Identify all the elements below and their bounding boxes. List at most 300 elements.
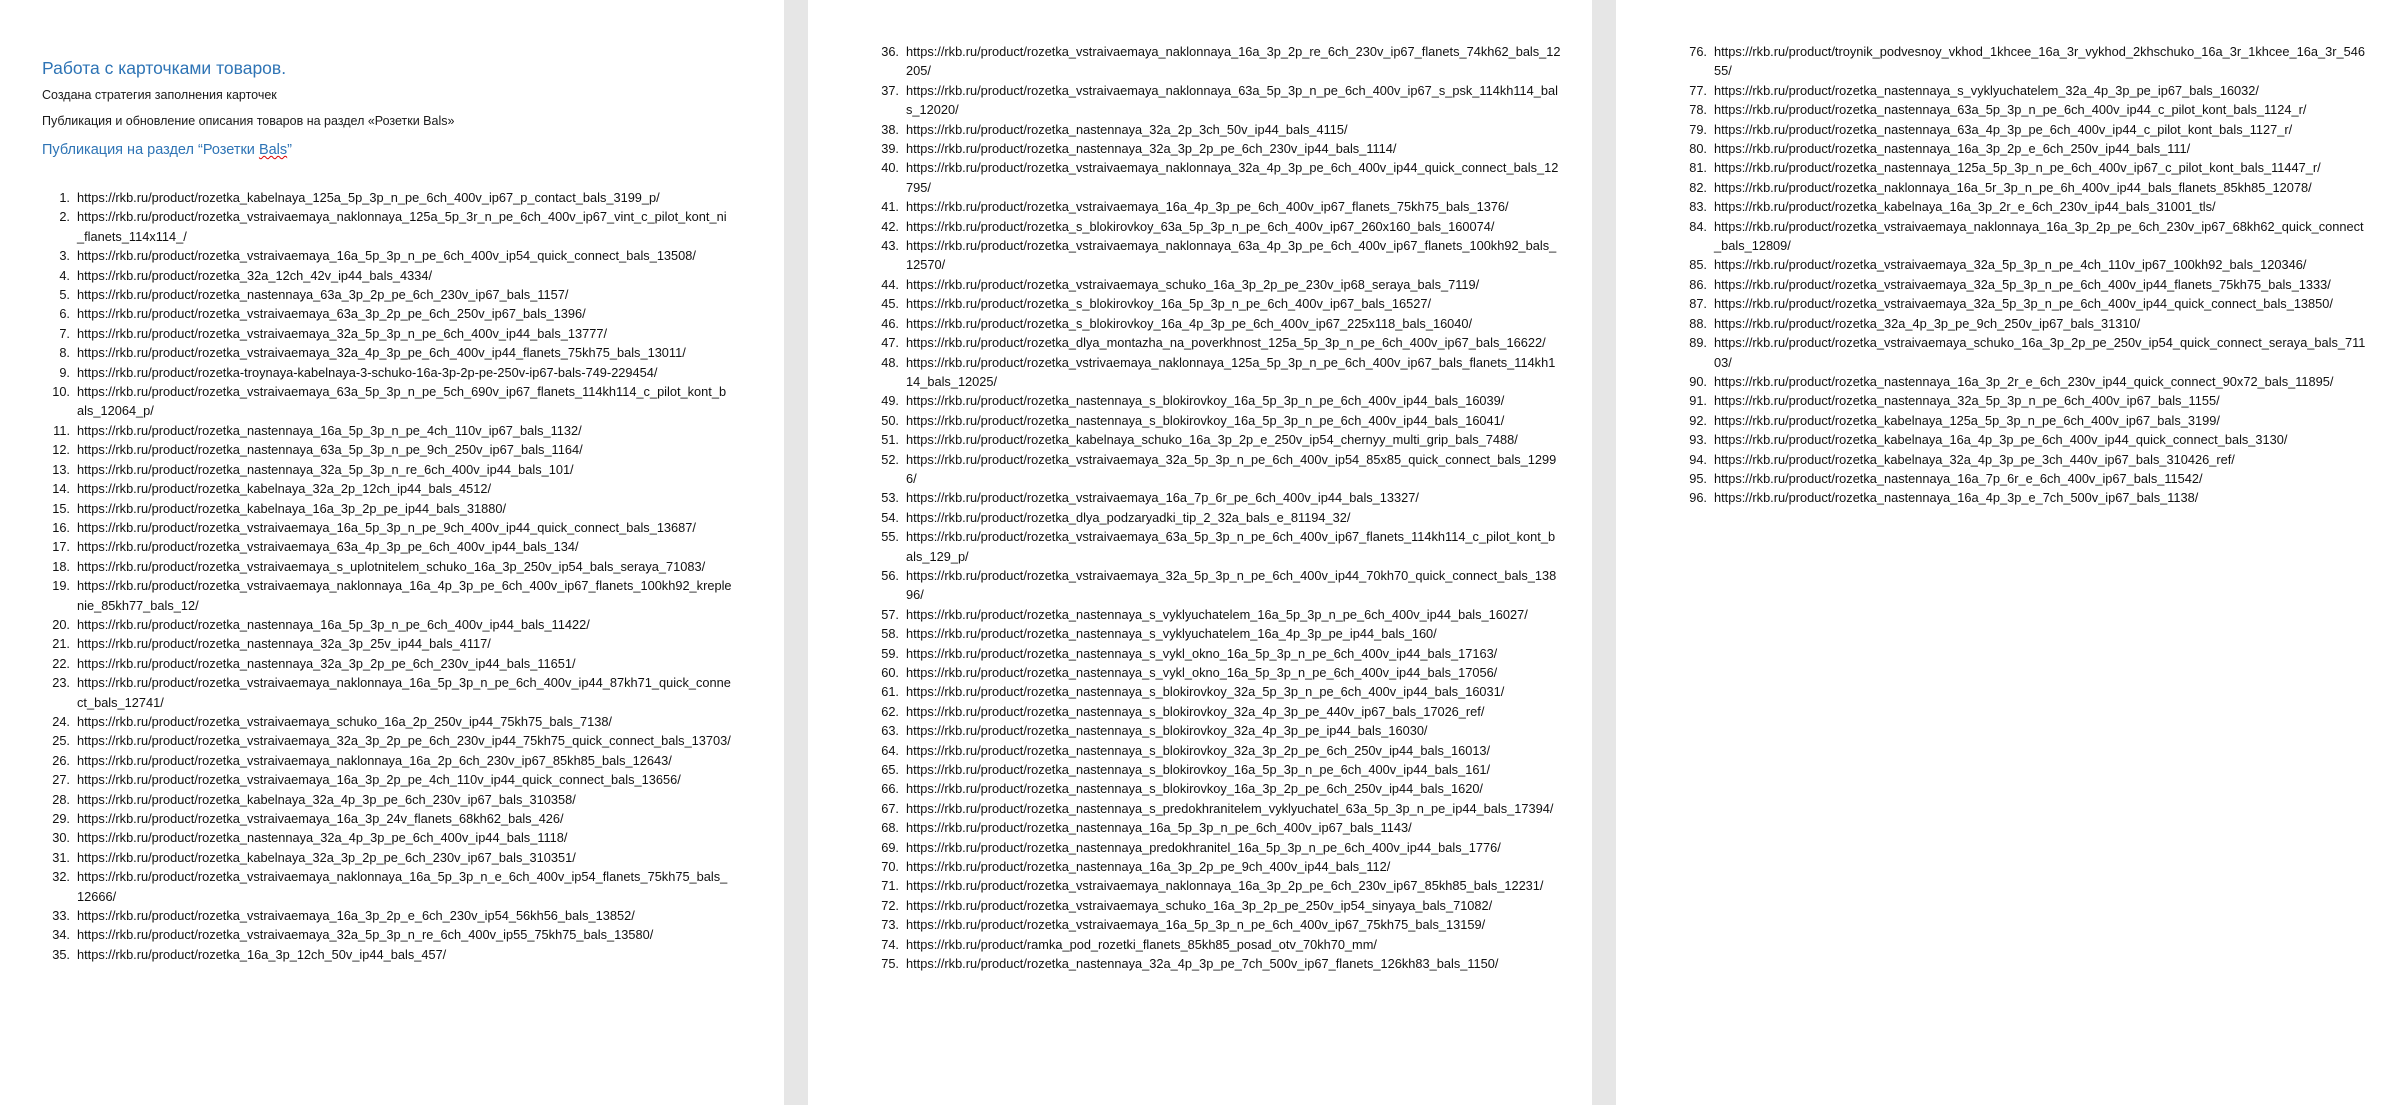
product-link[interactable]: https://rkb.ru/product/rozetka_vstraivaemaya_16a_3p_24v_flanets_68kh62_bals_426/: [77, 811, 564, 826]
list-item-number: 28.: [52, 791, 70, 807]
product-link[interactable]: https://rkb.ru/product/rozetka_kabelnaya_schuko_16a_3p_2p_e_250v_ip54_chernyy_multi_grip_bals_7488/: [906, 432, 1518, 448]
list-item-number: 70.: [881, 859, 899, 875]
list-item: [42, 382, 764, 421]
product-link[interactable]: https://rkb.ru/product/rozetka_vstrivaemaya_naklonnaya_125a_5p_3p_n_pe_6ch_400v_ip67_bals_flanets_114kh114_bals_12025/: [906, 354, 1556, 389]
list-item: [871, 197, 1572, 216]
list-item: [871, 42, 1572, 81]
product-link[interactable]: https://rkb.ru/product/rozetka_nastennaya_63a_5p_3p_n_pe_9ch_250v_ip67_bals_1164/: [77, 442, 583, 458]
spellcheck-word: Bals: [258, 142, 288, 158]
product-link[interactable]: https://rkb.ru/product/rozetka_vstraivaemaya_naklonnaya_16a_2p_6ch_230v_ip67_85kh85_bals_12643/: [77, 752, 672, 768]
list-item-number: 53.: [881, 490, 899, 506]
list-item: [871, 682, 1572, 701]
list-item: [1679, 255, 2378, 274]
list-item: [1679, 81, 2378, 100]
product-link[interactable]: https://rkb.ru/product/rozetka_nastennaya_s_vykl_okno_16a_5p_3p_n_pe_6ch_400v_ip44_bals_17056/: [906, 665, 1498, 680]
product-link[interactable]: https://rkb.ru/product/rozetka_kabelnaya_16a_3p_2r_e_6ch_230v_ip44_bals_31001_tls/: [1714, 199, 2216, 215]
list-item-number: 10.: [52, 384, 70, 400]
list-item: [871, 896, 1572, 915]
product-link[interactable]: https://rkb.ru/product/rozetka_kabelnaya_16a_3p_2p_pe_ip44_bals_31880/: [77, 500, 507, 516]
list-item: [42, 848, 764, 867]
list-item-number: 94.: [1689, 451, 1707, 467]
list-item-number: 62.: [881, 703, 899, 719]
product-link[interactable]: https://rkb.ru/product/rozetka_nastennaya_predokhranitel_16a_5p_3p_n_pe_6ch_400v_ip44_bals_1776/: [906, 839, 1501, 855]
product-link[interactable]: https://rkb.ru/product/rozetka_vstraivaemaya_naklonnaya_125a_5p_3r_n_pe_6ch_400v_ip67_vint_c_pilot_kont_ni_flanets_114x114_/: [77, 209, 727, 244]
list-item-number: 18.: [52, 558, 70, 574]
list-item-number: 3.: [59, 248, 70, 264]
list-item: [871, 527, 1572, 566]
list-item-number: 12.: [52, 442, 70, 458]
list-item: [871, 158, 1572, 197]
list-item: [1679, 488, 2378, 507]
list-item: [871, 721, 1572, 740]
product-link[interactable]: https://rkb.ru/product/rozetka_vstraivaemaya_32a_3p_2p_pe_6ch_230v_ip44_75kh75_quick_connect_bals_13703/: [77, 733, 731, 749]
product-link[interactable]: https://rkb.ru/product/rozetka_vstraivaemaya_schuko_16a_3p_2p_pe_250v_ip54_sinyaya_bals_71082/: [906, 897, 1493, 913]
list-item-number: 39.: [881, 141, 899, 157]
list-item: [871, 818, 1572, 837]
list-item-number: 92.: [1689, 412, 1707, 428]
product-link[interactable]: https://rkb.ru/product/rozetka_16a_3p_12ch_50v_ip44_bals_457/: [77, 946, 447, 962]
list-item-number: 11.: [53, 422, 70, 438]
list-item-number: 83.: [1689, 199, 1707, 215]
list-item-number: 16.: [52, 519, 70, 535]
list-item-number: 79.: [1689, 121, 1707, 137]
list-item-number: 74.: [881, 936, 899, 952]
product-link[interactable]: https://rkb.ru/product/rozetka_kabelnaya_32a_4p_3p_pe_6ch_230v_ip67_bals_310358/: [77, 791, 576, 807]
product-link[interactable]: https://rkb.ru/product/rozetka_kabelnaya_32a_2p_12ch_ip44_bals_4512/: [77, 481, 492, 497]
list-item-number: 38.: [881, 121, 899, 137]
product-link[interactable]: https://rkb.ru/product/rozetka_nastennaya_16a_3p_2p_pe_9ch_400v_ip44_bals_112/: [906, 859, 1391, 875]
list-item-number: 56.: [881, 567, 899, 583]
product-link[interactable]: https://rkb.ru/product/rozetka_nastennaya_s_blokirovkoy_32a_5p_3p_n_pe_6ch_400v_ip44_bals_16031/: [906, 684, 1505, 700]
list-item-number: 69.: [881, 839, 899, 855]
list-item-number: 64.: [881, 742, 899, 758]
list-item: [1679, 314, 2378, 333]
product-link[interactable]: https://rkb.ru/product/rozetka_vstraivaemaya_s_uplotnitelem_schuko_16a_3p_250v_ip54_bals_seraya_71083/: [77, 558, 706, 574]
list-item: [871, 139, 1572, 158]
list-item-number: 81.: [1689, 160, 1707, 176]
list-item: [42, 634, 764, 653]
list-item: [871, 314, 1572, 333]
list-item-number: 34.: [52, 927, 70, 943]
list-item: [871, 430, 1572, 449]
list-item: [42, 557, 764, 576]
product-link[interactable]: https://rkb.ru/product/rozetka_vstraivaemaya_schuko_16a_3p_2p_pe_250v_ip54_quick_connect_seraya_bals_71103/: [1714, 335, 2366, 370]
product-link[interactable]: https://rkb.ru/product/rozetka_vstraivaemaya_naklonnaya_16a_5p_3p_n_pe_6ch_400v_ip44_87kh71_quick_connect_bals_12741/: [77, 675, 731, 710]
product-link[interactable]: https://rkb.ru/product/rozetka_nastennaya_32a_4p_3p_pe_7ch_500v_ip67_flanets_126kh83_bals_1150/: [906, 956, 1499, 972]
product-link[interactable]: https://rkb.ru/product/rozetka_nastennaya_16a_5p_3p_n_pe_4ch_110v_ip67_bals_1132/: [77, 422, 582, 438]
product-link[interactable]: https://rkb.ru/product/rozetka_kabelnaya_125a_5p_3p_n_pe_6ch_400v_ip67_bals_3199/: [1714, 412, 2220, 428]
list-item: [871, 294, 1572, 313]
list-item: [871, 954, 1572, 973]
product-link[interactable]: https://rkb.ru/product/rozetka_vstraivaemaya_16a_4p_3p_pe_6ch_400v_ip67_flanets_75kh75_bals_1376/: [906, 199, 1509, 215]
list-item-number: 19.: [52, 578, 70, 594]
list-item: [42, 712, 764, 731]
product-link[interactable]: https://rkb.ru/product/rozetka_kabelnaya_125a_5p_3p_n_pe_6ch_400v_ip67_p_contact_bals_3199_p/: [77, 190, 660, 205]
list-item: [42, 518, 764, 537]
product-link[interactable]: https://rkb.ru/product/rozetka_vstraivaemaya_32a_5p_3p_n_pe_4ch_110v_ip67_100kh92_bals_120346/: [1714, 257, 2307, 273]
list-item: [871, 508, 1572, 527]
document-page-2: [808, 0, 1592, 1105]
product-link[interactable]: https://rkb.ru/product/rozetka_nastennaya_32a_4p_3p_pe_6ch_400v_ip44_bals_1118/: [77, 830, 568, 846]
list-item-number: 93.: [1689, 432, 1707, 448]
list-item-number: 90.: [1689, 373, 1707, 389]
product-link[interactable]: https://rkb.ru/product/rozetka_vstraivaemaya_32a_5p_3p_n_pe_6ch_400v_ip44_70kh70_quick_connect_bals_13896/: [906, 567, 1557, 603]
list-item: [42, 421, 764, 440]
list-item: [871, 236, 1572, 275]
list-item: [42, 479, 764, 498]
list-item: [871, 644, 1572, 663]
section-title-suffix: ”: [287, 142, 292, 158]
list-item-number: 48.: [881, 354, 899, 370]
list-item-number: 13.: [52, 461, 70, 477]
product-link[interactable]: https://rkb.ru/product/rozetka_vstraivaemaya_16a_5p_3p_n_pe_9ch_400v_ip44_quick_connect_bals_13687/: [77, 519, 696, 535]
product-link[interactable]: https://rkb.ru/product/rozetka_vstraivaemaya_schuko_16a_2p_250v_ip44_75kh75_bals_7138/: [77, 713, 612, 729]
list-item-number: 57.: [881, 606, 899, 622]
product-link[interactable]: https://rkb.ru/product/ramka_pod_rozetki_flanets_85kh85_posad_otv_70kh70_mm/: [906, 936, 1377, 952]
product-link[interactable]: https://rkb.ru/product/rozetka_vstraivaemaya_naklonnaya_63a_5p_3p_n_pe_6ch_400v_ip67_s_psk_114kh114_bals_12020/: [906, 82, 1558, 118]
list-item: [871, 353, 1572, 392]
list-item: [1679, 294, 2378, 313]
product-link[interactable]: https://rkb.ru/product/rozetka_nastennaya_s_blokirovkoy_16a_5p_3p_n_pe_6ch_400v_ip44_bals_16039/: [906, 393, 1505, 409]
list-item-number: 20.: [52, 616, 70, 632]
section-title-prefix: Публикация на раздел “Розетки: [42, 142, 259, 158]
list-item: [871, 935, 1572, 954]
list-item: [871, 702, 1572, 721]
list-item-number: 8.: [59, 345, 70, 361]
list-item-number: 31.: [52, 849, 70, 865]
product-link[interactable]: https://rkb.ru/product/rozetka_kabelnaya_32a_4p_3p_pe_3ch_440v_ip67_bals_310426_ref/: [1714, 451, 2235, 467]
product-link[interactable]: https://rkb.ru/product/rozetka_kabelnaya_32a_3p_2p_pe_6ch_230v_ip67_bals_310351/: [77, 849, 576, 865]
list-item: [42, 537, 764, 556]
product-link[interactable]: https://rkb.ru/product/rozetka_vstraivaemaya_16a_3p_2p_pe_4ch_110v_ip44_quick_connect_bals_13656/: [77, 772, 681, 788]
product-link[interactable]: https://rkb.ru/product/rozetka_vstraivaemaya_32a_5p_3p_n_pe_6ch_400v_ip44_bals_13777/: [77, 325, 608, 341]
list-item-number: 89.: [1689, 335, 1707, 351]
list-item-number: 47.: [881, 335, 899, 351]
list-item: [871, 876, 1572, 895]
list-item-number: 55.: [881, 529, 899, 545]
list-item-number: 65.: [881, 762, 899, 778]
strategy-text: Создана стратегия заполнения карточек: [42, 88, 277, 102]
product-link[interactable]: https://rkb.ru/product/rozetka_vstraivaemaya_63a_5p_3p_n_pe_6ch_400v_ip67_flanets_114kh114_c_pilot_kont_bals_129_p/: [906, 529, 1556, 564]
publication-text: Публикация и обновление описания товаров на раздел «Розетки Bals»: [42, 114, 455, 128]
list-item-number: 21.: [52, 636, 70, 652]
list-item-number: 45.: [881, 296, 899, 312]
list-item: [871, 760, 1572, 779]
product-link[interactable]: https://rkb.ru/product/rozetka_nastennaya_63a_3p_2p_pe_6ch_230v_ip67_bals_1157/: [77, 287, 569, 303]
list-item-number: 72.: [881, 897, 899, 913]
list-item-number: 73.: [881, 917, 899, 933]
list-item: [42, 809, 764, 828]
list-item-number: 85.: [1689, 257, 1707, 273]
list-item-number: 68.: [881, 820, 899, 836]
product-link[interactable]: https://rkb.ru/product/rozetka_vstraivaemaya_32a_4p_3p_pe_6ch_400v_ip44_flanets_75kh75_bals_13011/: [77, 345, 686, 361]
list-item: [42, 673, 764, 712]
product-link[interactable]: https://rkb.ru/product/rozetka_nastennaya_63a_5p_3p_n_pe_6ch_400v_ip44_c_pilot_kont_bals_1124_r/: [1714, 102, 2307, 118]
list-item-number: 36.: [881, 44, 899, 59]
list-item-number: 15.: [52, 500, 70, 516]
list-item: [1679, 178, 2378, 197]
list-item-number: 14.: [52, 481, 70, 497]
product-link[interactable]: https://rkb.ru/product/rozetka_vstraivaemaya_32a_5p_3p_n_pe_6ch_400v_ip44_flanets_75kh75_bals_1333/: [1714, 276, 2331, 292]
list-item-number: 9.: [59, 364, 70, 380]
list-item-number: 42.: [881, 218, 899, 234]
list-item-number: 4.: [59, 267, 70, 283]
list-item: [871, 779, 1572, 798]
list-item: [1679, 469, 2378, 488]
product-link[interactable]: https://rkb.ru/product/rozetka_vstraivaemaya_32a_5p_3p_n_pe_6ch_400v_ip44_quick_connect_bals_13850/: [1714, 296, 2333, 312]
list-item: [871, 741, 1572, 760]
list-item-number: 46.: [881, 315, 899, 331]
product-link[interactable]: https://rkb.ru/product/rozetka_dlya_montazha_na_poverkhnost_125a_5p_3p_n_pe_6ch_400v_ip67_bals_16622/: [906, 335, 1546, 351]
list-item: [871, 411, 1572, 430]
product-link[interactable]: https://rkb.ru/product/rozetka_nastennaya_16a_3p_2r_e_6ch_230v_ip44_quick_connect_90x72_bals_11895/: [1714, 373, 2334, 389]
list-item: [1679, 42, 2378, 81]
list-item: [42, 440, 764, 459]
product-link[interactable]: https://rkb.ru/product/rozetka_vstraivaemaya_32a_5p_3p_n_re_6ch_400v_ip55_75kh75_bals_13580/: [77, 927, 654, 943]
list-item: [871, 799, 1572, 818]
list-item: [42, 615, 764, 634]
list-item: [42, 304, 764, 323]
product-link[interactable]: https://rkb.ru/product/rozetka_nastennaya_s_blokirovkoy_16a_3p_2p_pe_6ch_250v_ip44_bals_1620/: [906, 781, 1483, 797]
product-link[interactable]: https://rkb.ru/product/rozetka_nastennaya_s_vykl_okno_16a_5p_3p_n_pe_6ch_400v_ip44_bals_17163/: [906, 645, 1498, 661]
list-item: [871, 450, 1572, 489]
list-item-number: 60.: [881, 665, 899, 680]
product-link[interactable]: https://rkb.ru/product/rozetka_s_blokirovkoy_16a_5p_3p_n_pe_6ch_400v_ip67_bals_16527/: [906, 296, 1432, 312]
list-item: [42, 246, 764, 265]
list-item-number: 67.: [881, 800, 899, 816]
product-link[interactable]: https://rkb.ru/product/rozetka_vstraivaemaya_naklonnaya_16a_5p_3p_n_e_6ch_400v_ip54_flanets_75kh75_bals_12666/: [77, 869, 728, 904]
product-link[interactable]: https://rkb.ru/product/rozetka_nastennaya_s_blokirovkoy_32a_3p_2p_pe_6ch_250v_ip44_bals_16013/: [906, 742, 1491, 758]
list-item: [42, 207, 764, 246]
product-link[interactable]: https://rkb.ru/product/rozetka_nastennaya_32a_3p_2p_pe_6ch_230v_ip44_bals_1114/: [906, 141, 1397, 157]
list-item-number: 37.: [881, 82, 899, 98]
list-item: [871, 838, 1572, 857]
list-item-number: 41.: [881, 199, 899, 215]
document-page-3: [1616, 0, 2398, 1105]
product-link[interactable]: https://rkb.ru/product/rozetka_nastennaya_s_vyklyuchatelem_16a_4p_3p_pe_ip44_bals_160/: [906, 626, 1437, 642]
list-item-number: 84.: [1689, 218, 1707, 234]
list-item: [42, 828, 764, 847]
product-link[interactable]: https://rkb.ru/product/rozetka_nastennaya_s_predokhranitelem_vyklyuchatel_63a_5p_3p_n_pe_ip44_bals_17394/: [906, 800, 1554, 816]
list-item-number: 7.: [59, 325, 70, 341]
list-item-number: 51.: [881, 432, 899, 448]
list-item: [1679, 391, 2378, 410]
product-link[interactable]: https://rkb.ru/product/rozetka_s_blokirovkoy_63a_5p_3p_n_pe_6ch_400v_ip67_260x160_bals_160074/: [906, 218, 1495, 234]
list-item: [871, 391, 1572, 410]
list-item-number: 44.: [881, 276, 899, 292]
product-link[interactable]: https://rkb.ru/product/rozetka_nastennaya_16a_5p_3p_n_pe_6ch_400v_ip67_bals_1143/: [906, 820, 1412, 836]
document-title: Работа с карточками товаров.: [42, 58, 287, 78]
list-item-number: 24.: [52, 713, 70, 729]
list-item: [42, 285, 764, 304]
list-item: [42, 324, 764, 343]
list-item-number: 71.: [881, 878, 899, 894]
product-link[interactable]: https://rkb.ru/product/rozetka_nastennaya_s_blokirovkoy_16a_5p_3p_n_pe_6ch_400v_ip44_bals_161/: [906, 762, 1491, 778]
list-item: [1679, 158, 2378, 177]
product-link[interactable]: https://rkb.ru/product/rozetka_s_blokirovkoy_16a_4p_3p_pe_6ch_400v_ip67_225x118_bals_16040/: [906, 315, 1473, 331]
product-link[interactable]: https://rkb.ru/product/rozetka_vstraivaemaya_16a_3p_2p_e_6ch_230v_ip54_56kh56_bals_13852/: [77, 908, 635, 924]
product-link[interactable]: https://rkb.ru/product/rozetka_vstraivaemaya_63a_5p_3p_n_pe_5ch_690v_ip67_flanets_114kh114_c_pilot_kont_bals_12064_p/: [77, 384, 727, 419]
document-page-1: [0, 0, 784, 1105]
product-link[interactable]: https://rkb.ru/product/rozetka_vstraivaemaya_16a_5p_3p_n_pe_6ch_400v_ip67_75kh75_bals_13159/: [906, 917, 1486, 933]
list-item: [42, 867, 764, 906]
product-link[interactable]: https://rkb.ru/product/rozetka_nastennaya_s_vyklyuchatelem_16a_5p_3p_n_pe_6ch_400v_ip44_bals_16027/: [906, 606, 1528, 622]
list-item-number: 61.: [881, 684, 899, 700]
list-item: [871, 605, 1572, 624]
list-item: [42, 460, 764, 479]
product-link[interactable]: https://rkb.ru/product/rozetka_vstraivaemaya_naklonnaya_16a_3p_2p_re_6ch_230v_ip67_flanets_74kh62_bals_12205/: [906, 44, 1561, 79]
list-item-number: 17.: [52, 539, 70, 555]
product-link[interactable]: https://rkb.ru/product/rozetka_nastennaya_s_blokirovkoy_32a_4p_3p_pe_440v_ip67_bals_17026_ref/: [906, 703, 1485, 719]
product-link[interactable]: https://rkb.ru/product/rozetka_vstraivaemaya_16a_7p_6r_pe_6ch_400v_ip44_bals_13327/: [906, 490, 1419, 506]
product-link[interactable]: https://rkb.ru/product/rozetka_nastennaya_63a_4p_3p_pe_6ch_400v_ip44_c_pilot_kont_bals_1127_r/: [1714, 121, 2293, 137]
product-link[interactable]: https://rkb.ru/product/rozetka_nastennaya_16a_5p_3p_n_pe_6ch_400v_ip44_bals_11422/: [77, 616, 590, 632]
list-item-number: 32.: [52, 869, 70, 885]
list-item-number: 54.: [881, 509, 899, 525]
product-link[interactable]: https://rkb.ru/product/rozetka_32a_4p_3p_pe_9ch_250v_ip67_bals_31310/: [1714, 315, 2141, 331]
product-link[interactable]: https://rkb.ru/product/rozetka_nastennaya_32a_2p_3ch_50v_ip44_bals_4115/: [906, 121, 1348, 137]
product-link[interactable]: https://rkb.ru/product/rozetka_vstraivaemaya_63a_3p_2p_pe_6ch_250v_ip67_bals_1396/: [77, 306, 586, 322]
product-link[interactable]: https://rkb.ru/product/rozetka_vstraivaemaya_16a_5p_3p_n_pe_6ch_400v_ip54_quick_connect_bals_13508/: [77, 248, 696, 264]
list-item-number: 87.: [1689, 296, 1707, 312]
list-item: [1679, 333, 2378, 372]
list-item-number: 88.: [1689, 315, 1707, 331]
list-item-number: 26.: [52, 752, 70, 768]
list-item: [871, 488, 1572, 507]
list-item: [42, 499, 764, 518]
list-item-number: 33.: [52, 908, 70, 924]
list-item: [42, 906, 764, 925]
list-item-number: 91.: [1689, 393, 1707, 409]
product-link[interactable]: https://rkb.ru/product/rozetka_nastennaya_32a_3p_2p_pe_6ch_230v_ip44_bals_11651/: [77, 655, 576, 671]
list-item-number: 82.: [1689, 179, 1707, 195]
product-link[interactable]: https://rkb.ru/product/rozetka_vstraivaemaya_naklonnaya_16a_3p_2p_pe_6ch_230v_ip67_68kh62_quick_connect_bals_12809/: [1714, 218, 2364, 254]
list-item-number: 2.: [59, 209, 70, 225]
product-link[interactable]: https://rkb.ru/product/rozetka_naklonnaya_16a_5r_3p_n_pe_6h_400v_ip44_bals_flanets_85kh85_12078/: [1714, 179, 2312, 195]
list-item: [42, 576, 764, 615]
product-link[interactable]: https://rkb.ru/product/rozetka_vstraivaemaya_naklonnaya_16a_4p_3p_pe_6ch_400v_ip67_flanets_100kh92_kreplenie_85kh77_bals_12/: [77, 578, 732, 613]
list-item-number: 86.: [1689, 276, 1707, 292]
list-item-number: 49.: [881, 393, 899, 409]
product-link[interactable]: https://rkb.ru/product/rozetka_nastennaya_s_blokirovkoy_16a_5p_3p_n_pe_6ch_400v_ip44_bals_16041/: [906, 412, 1505, 428]
link-list-page-2: [871, 42, 1572, 974]
list-item-number: 77.: [1689, 82, 1707, 98]
list-item-number: 95.: [1689, 470, 1707, 486]
product-link[interactable]: https://rkb.ru/product/rozetka_nastennaya_16a_3p_2p_e_6ch_250v_ip44_bals_111/: [1714, 141, 2191, 157]
list-item-number: 40.: [881, 160, 899, 176]
list-item-number: 1.: [59, 190, 70, 205]
list-item: [1679, 275, 2378, 294]
list-item: [42, 751, 764, 770]
list-item: [42, 925, 764, 944]
list-item: [42, 945, 764, 964]
list-item-number: 27.: [52, 772, 70, 788]
list-item: [871, 624, 1572, 643]
list-item: [1679, 430, 2378, 449]
list-item: [871, 857, 1572, 876]
list-item: [1679, 372, 2378, 391]
list-item-number: 75.: [881, 956, 899, 972]
product-link[interactable]: https://rkb.ru/product/rozetka_nastennaya_32a_5p_3p_n_re_6ch_400v_ip44_bals_101/: [77, 461, 574, 477]
list-item: [42, 343, 764, 362]
section-title: [42, 142, 764, 158]
list-item: [1679, 450, 2378, 469]
list-item: [871, 275, 1572, 294]
list-item: [871, 120, 1572, 139]
list-item-number: 25.: [52, 733, 70, 749]
list-item: [42, 266, 764, 285]
list-item-number: 58.: [881, 626, 899, 642]
list-item: [871, 81, 1572, 120]
product-link[interactable]: https://rkb.ru/product/rozetka_kabelnaya_16a_4p_3p_pe_6ch_400v_ip44_quick_connect_bals_3130/: [1714, 432, 2288, 448]
list-item: [42, 654, 764, 673]
list-item-number: 78.: [1689, 102, 1707, 118]
list-item-number: 6.: [59, 306, 70, 322]
list-item-number: 80.: [1689, 141, 1707, 157]
list-item-number: 76.: [1689, 44, 1707, 59]
product-link[interactable]: https://rkb.ru/product/rozetka_vstraivaemaya_63a_4p_3p_pe_6ch_400v_ip44_bals_134/: [77, 539, 579, 555]
list-item: [871, 915, 1572, 934]
list-item: [42, 770, 764, 789]
list-item-number: 22.: [52, 655, 70, 671]
list-item-number: 23.: [52, 675, 70, 691]
link-list-page-3: [1679, 42, 2378, 508]
list-item-number: 52.: [881, 451, 899, 467]
product-link[interactable]: https://rkb.ru/product/rozetka_nastennaya_16a_7p_6r_e_6ch_400v_ip67_bals_11542/: [1714, 470, 2203, 486]
product-link[interactable]: https://rkb.ru/product/rozetka-troynaya-kabelnaya-3-schuko-16a-3p-2p-pe-250v-ip67-bals-749-229454/: [77, 364, 658, 380]
list-item-number: 5.: [59, 287, 70, 303]
product-link[interactable]: https://rkb.ru/product/rozetka_nastennaya_16a_4p_3p_e_7ch_500v_ip67_bals_1138/: [1714, 490, 2199, 506]
list-item-number: 43.: [881, 238, 899, 254]
product-link[interactable]: https://rkb.ru/product/rozetka_vstraivaemaya_naklonnaya_63a_4p_3p_pe_6ch_400v_ip67_flanets_100kh92_bals_12570/: [906, 238, 1557, 273]
product-link[interactable]: https://rkb.ru/product/rozetka_dlya_podzaryadki_tip_2_32a_bals_e_81194_32/: [906, 509, 1351, 525]
product-link[interactable]: https://rkb.ru/product/troynik_podvesnoy_vkhod_1khcee_16a_3r_vykhod_2khschuko_16a_3r_1khcee_16a_3r_54655/: [1714, 44, 2365, 79]
list-item: [871, 217, 1572, 236]
list-item: [42, 363, 764, 382]
product-link[interactable]: https://rkb.ru/product/rozetka_nastennaya_125a_5p_3p_n_pe_6ch_400v_ip67_c_pilot_kont_bals_11447_r/: [1714, 160, 2321, 176]
list-item-number: 29.: [52, 811, 70, 826]
list-item: [1679, 100, 2378, 119]
list-item-number: 30.: [52, 830, 70, 846]
product-link[interactable]: https://rkb.ru/product/rozetka_vstraivaemaya_naklonnaya_32a_4p_3p_pe_6ch_400v_ip44_quick_connect_bals_12795/: [906, 160, 1559, 195]
list-item-number: 96.: [1689, 490, 1707, 506]
product-link[interactable]: https://rkb.ru/product/rozetka_nastennaya_32a_3p_25v_ip44_bals_4117/: [77, 636, 491, 652]
product-link[interactable]: https://rkb.ru/product/rozetka_vstraivaemaya_schuko_16a_3p_2p_pe_230v_ip68_seraya_bals_7119/: [906, 276, 1480, 292]
product-link[interactable]: https://rkb.ru/product/rozetka_32a_12ch_42v_ip44_bals_4334/: [77, 267, 433, 283]
product-link[interactable]: https://rkb.ru/product/rozetka_vstraivaemaya_naklonnaya_16a_3p_2p_pe_6ch_230v_ip67_85kh85_bals_12231/: [906, 878, 1544, 894]
list-item: [42, 790, 764, 809]
link-list-page-1: [42, 188, 764, 964]
list-item: [871, 663, 1572, 682]
list-item: [1679, 217, 2378, 256]
list-item-number: 59.: [881, 645, 899, 661]
product-link[interactable]: https://rkb.ru/product/rozetka_nastennaya_s_vyklyuchatelem_32a_4p_3p_pe_ip67_bals_16032/: [1714, 82, 2259, 98]
list-item-number: 50.: [881, 412, 899, 428]
list-item: [871, 333, 1572, 352]
list-item: [42, 731, 764, 750]
product-link[interactable]: https://rkb.ru/product/rozetka_vstraivaemaya_32a_5p_3p_n_pe_6ch_400v_ip54_85x85_quick_connect_bals_12996/: [906, 451, 1557, 486]
list-item-number: 35.: [52, 946, 70, 962]
list-item: [42, 188, 764, 207]
list-item-number: 63.: [881, 723, 899, 739]
product-link[interactable]: https://rkb.ru/product/rozetka_nastennaya_32a_5p_3p_n_pe_6ch_400v_ip67_bals_1155/: [1714, 393, 2220, 409]
list-item: [1679, 139, 2378, 158]
list-item: [871, 566, 1572, 605]
list-item: [1679, 120, 2378, 139]
product-link[interactable]: https://rkb.ru/product/rozetka_nastennaya_s_blokirovkoy_32a_4p_3p_pe_ip44_bals_16030/: [906, 723, 1428, 739]
list-item: [1679, 411, 2378, 430]
list-item: [1679, 197, 2378, 216]
